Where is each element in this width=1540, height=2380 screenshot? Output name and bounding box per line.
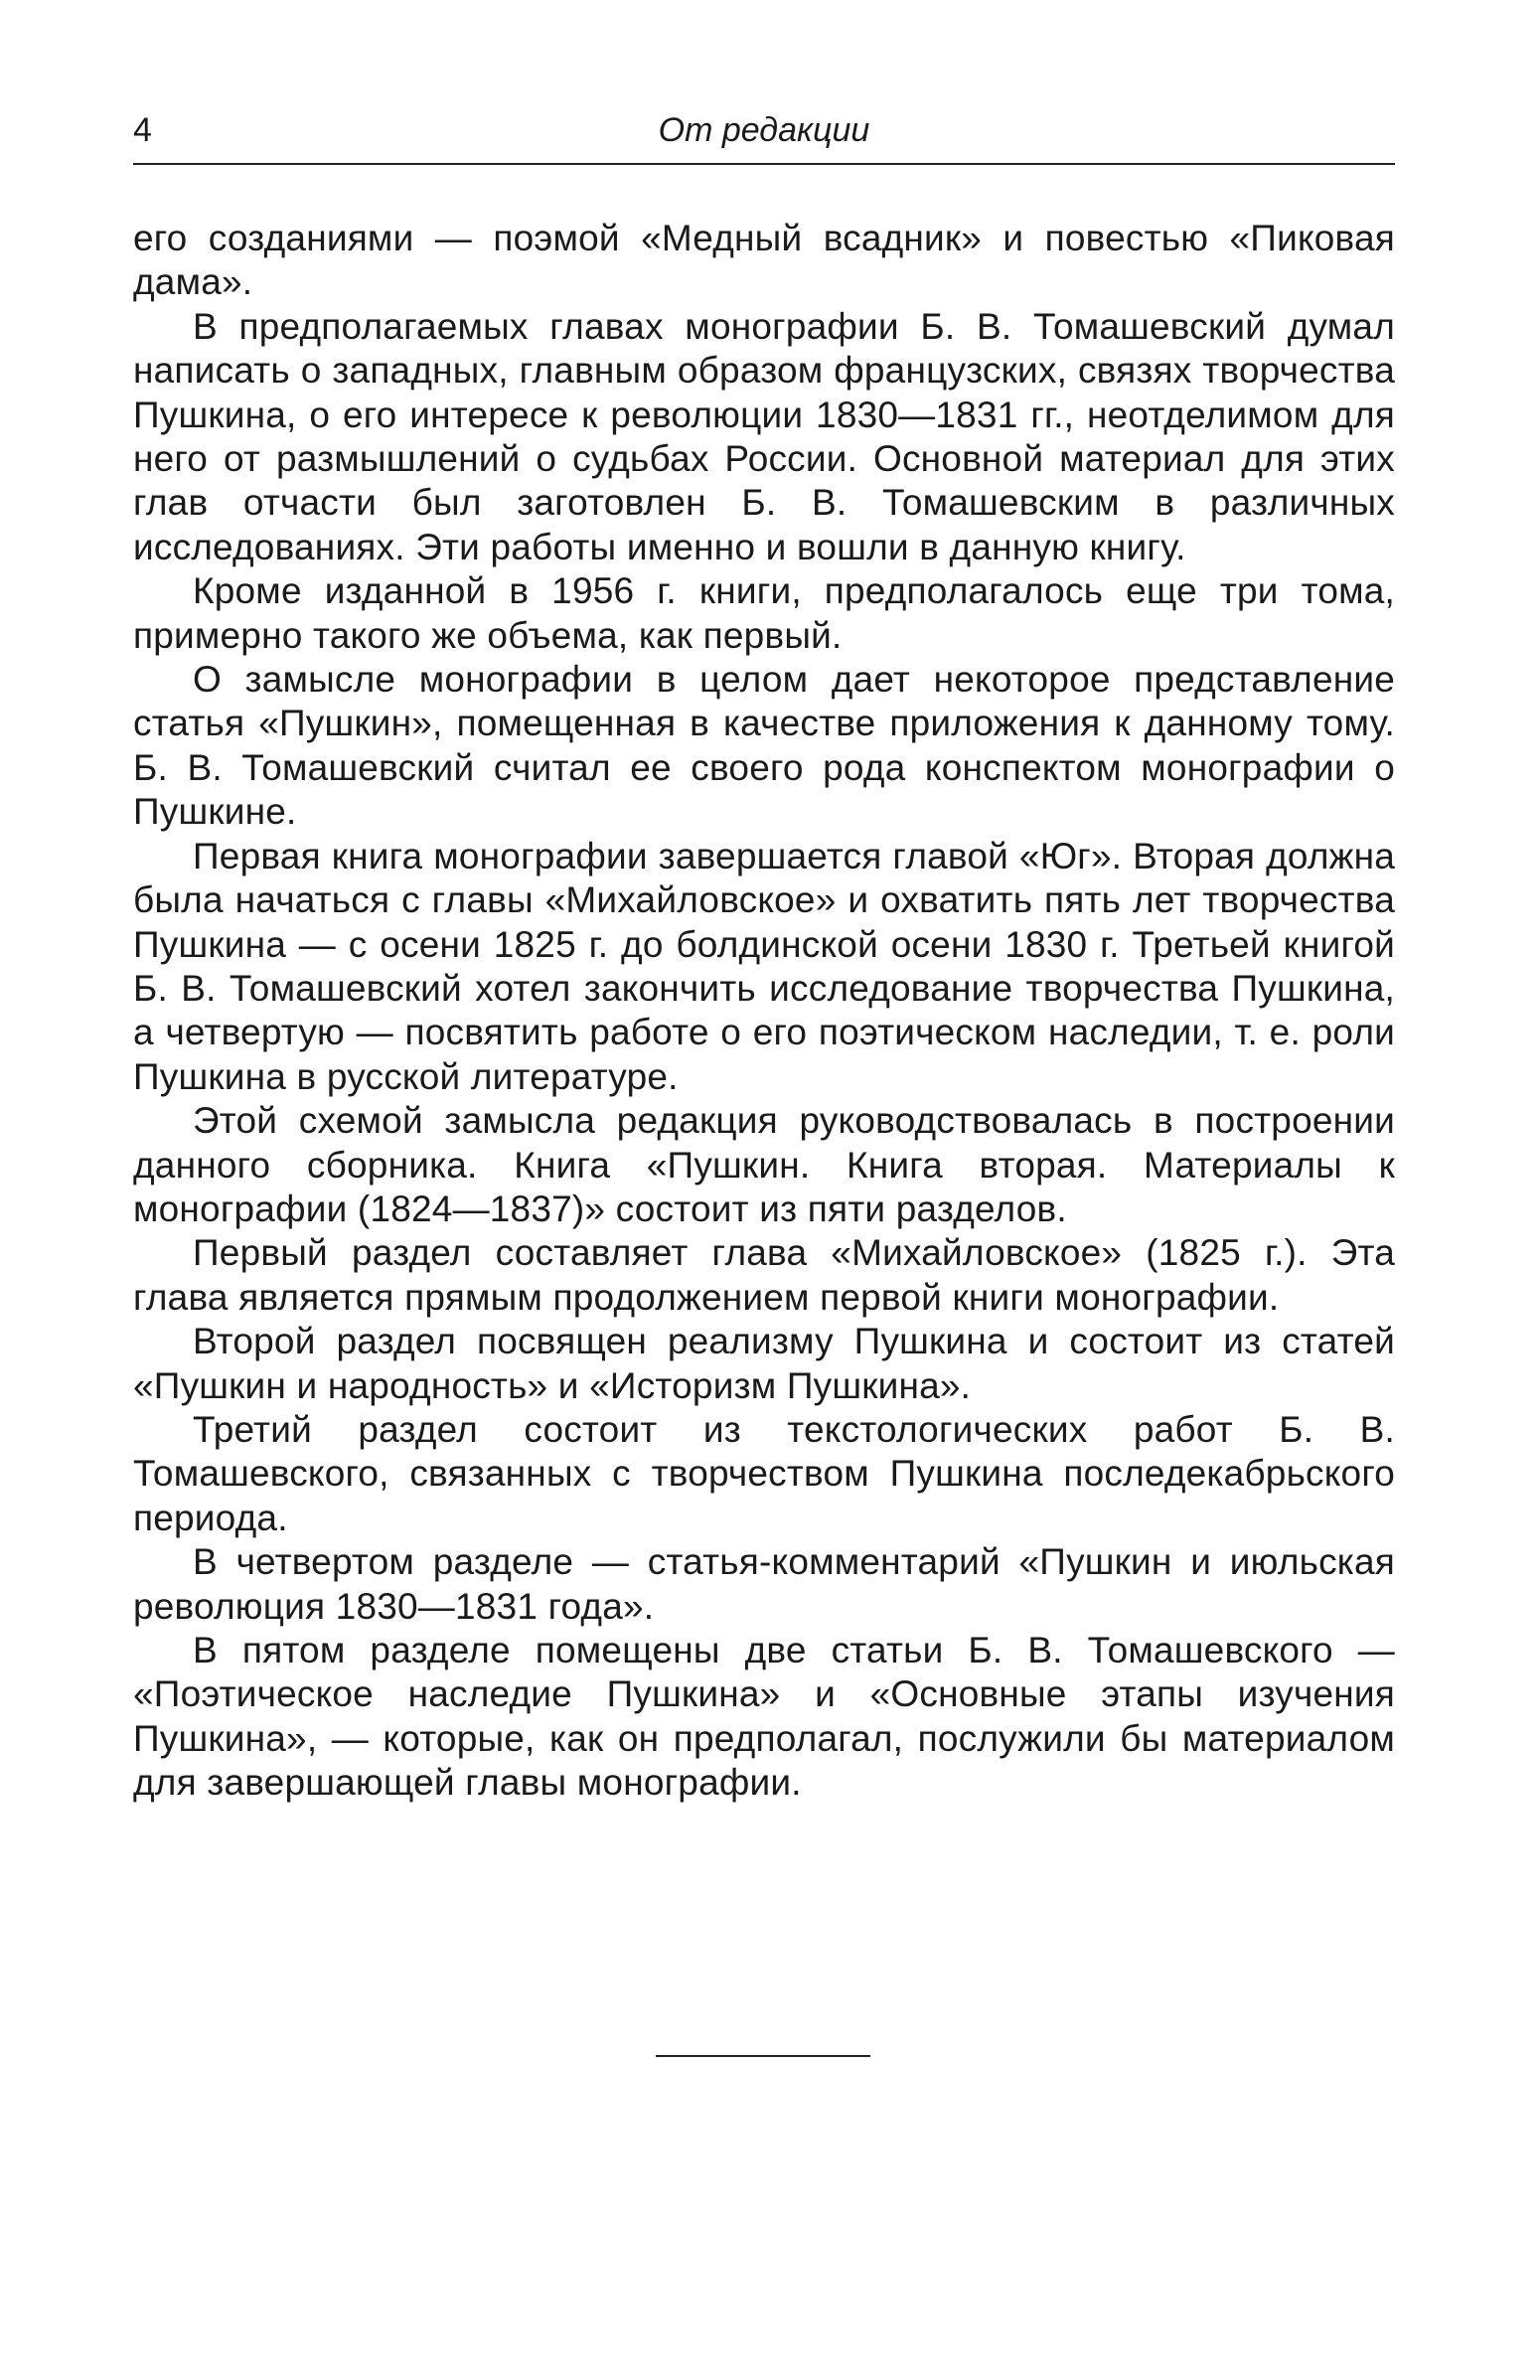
paragraph: Первый раздел составляет глава «Михайловское» (1825 г.). Эта глава является прямым продолжением первой книги монографии. bbox=[133, 1232, 1395, 1318]
page-number: 4 bbox=[133, 111, 152, 149]
paragraph: Этой схемой замысла редакция руководствовалась в построении данного сборника. Книга «Пушкин. Книга вторая. Материалы к монографии (1824—1837)» состоит из пяти разделов. bbox=[133, 1100, 1395, 1229]
paragraph: его созданиями — поэмой «Медный всадник» и повестью «Пиковая дама». bbox=[133, 218, 1395, 303]
paragraph: Второй раздел посвящен реализму Пушкина и состоит из статей «Пушкин и народность» и «Историзм Пушкина». bbox=[133, 1321, 1395, 1406]
page-header bbox=[133, 107, 1395, 167]
paragraph: В пятом разделе помещены две статьи Б. В. Томашевского — «Поэтическое наследие Пушкина» и «Основные этапы изучения Пушкина», — которые, как он предполагал, послужили бы материалом для завершающей главы монографии. bbox=[133, 1630, 1395, 1804]
paragraph: Первая книга монографии завершается главой «Юг». Вторая должна была начаться с главы «Михайловское» и охватить пять лет творчества Пушкина — с осени 1825 г. до болдинской осени 1830 г. Третьей книгой Б. В. Томашевский хотел закончить исследование творчества Пушкина, а четвертую — посвятить работе о его поэтическом наследии, т. е. роли Пушкина в русской литературе. bbox=[133, 835, 1395, 1097]
paragraph: В предполагаемых главах монографии Б. В. Томашевский думал написать о западных, главным образом французских, связях творчества Пушкина, о его интересе к революции 1830—1831 гг., неотделимом для него от размышлений о судьбах России. Основной материал для этих глав отчасти был заготовлен Б. В. Томашевским в различных исследованиях. Эти работы именно и вошли в данную книгу. bbox=[133, 305, 1395, 567]
paragraph: О замысле монографии в целом дает некоторое представление статья «Пушкин», помещенная в качестве приложения к данному тому. Б. В. Томашевский считал ее своего рода конспектом монографии о Пушкине. bbox=[133, 659, 1395, 833]
paragraph: Кроме изданной в 1956 г. книги, предполагалось еще три тома, примерно такого же объема, как первый. bbox=[133, 570, 1395, 656]
paragraph: В четвертом разделе — статья-комментарий «Пушкин и июльская революция 1830—1831 года». bbox=[133, 1541, 1395, 1627]
header-rule bbox=[133, 163, 1395, 165]
body-text bbox=[133, 217, 1395, 1806]
running-title: От редакции bbox=[658, 111, 870, 149]
section-end-rule bbox=[656, 2055, 870, 2057]
paragraph: Третий раздел состоит из текстологических работ Б. В. Томашевского, связанных с творчеством Пушкина последекабрьского периода. bbox=[133, 1408, 1395, 1538]
